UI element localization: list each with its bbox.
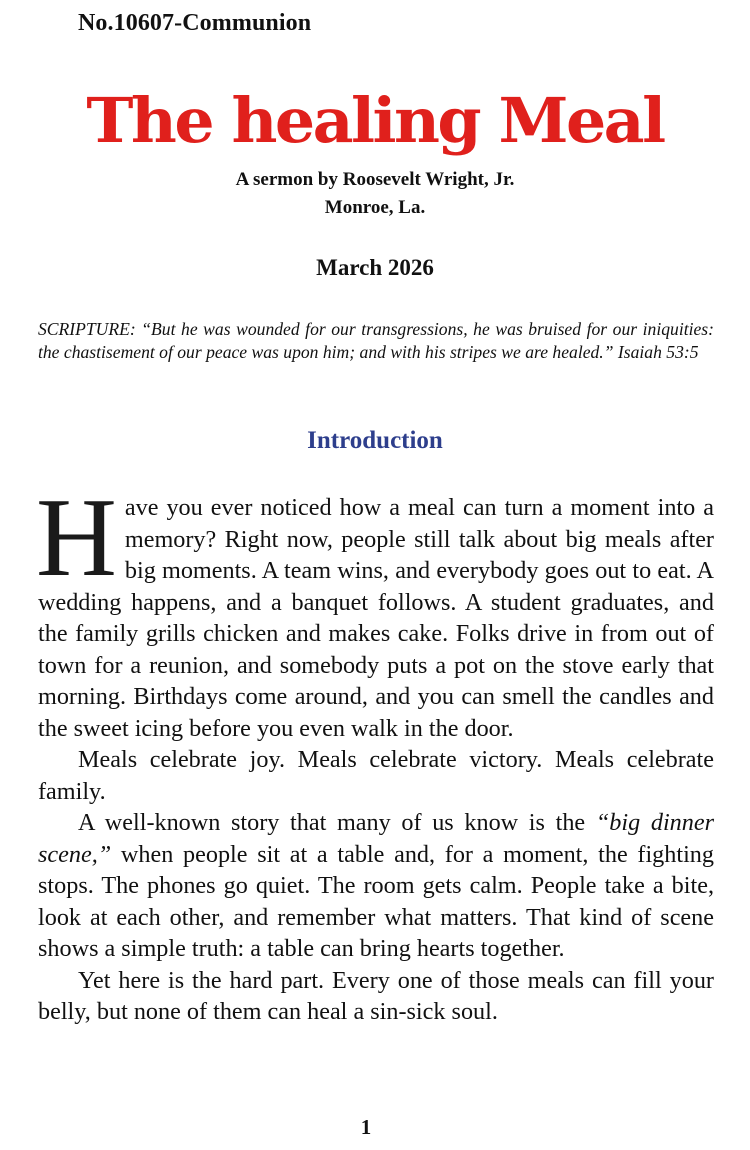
sermon-number: No.10607-Communion — [78, 10, 312, 36]
body-text — [36, 476, 715, 1028]
byline-author: A sermon by Roosevelt Wright, Jr. — [235, 169, 515, 190]
paragraph-1 — [36, 476, 714, 744]
drop-cap: H — [36, 476, 117, 600]
paragraph-3 — [38, 807, 714, 965]
page-number: 1 — [360, 1115, 372, 1139]
sermon-title: The healing Meal — [86, 84, 664, 157]
paragraph-3-italic-phrase: “big dinner scene,” — [38, 809, 715, 868]
scripture-quote: SCRIPTURE: “But he was wounded for our transgressions, he was bruised for our iniquities: the chastisement of our peace was upon him; and with his stripes we are healed.” Isaiah 53:5 — [38, 319, 714, 362]
sermon-date: March 2026 — [316, 255, 434, 280]
section-heading-introduction: Introduction — [307, 427, 443, 454]
paragraph-4: Yet here is the hard part. Every one of those meals can fill your belly, but none of them can heal a sin-sick soul. — [38, 966, 714, 1025]
paragraph-3-text-start: A well-known story that many of us know is the — [78, 809, 596, 836]
paragraph-1-text: ave you ever noticed how a meal can turn a moment into a memory? Right now, people still talk about big meals after big moments. A team wins, and everybody goes out to eat. A wedding happens, and a banquet follows. A student graduates, and the family grills chicken and makes cake. Folks drive in from out of town for a reunion, and somebody puts a pot on the stove early that morning. Birthdays come around, and you can smell the candles and the sweet icing before you even walk in the door. — [38, 494, 714, 742]
paragraph-2: Meals celebrate joy. Meals celebrate victory. Meals celebrate family. — [38, 746, 714, 805]
byline-place: Monroe, La. — [324, 197, 426, 218]
paragraph-3-text-end: when people sit at a table and, for a moment, the fighting stops. The phones go quiet. The room gets calm. People take a bite, look at each other, and remember what matters. That kind of scene shows a simple truth: a table can bring hearts together. — [38, 840, 714, 962]
